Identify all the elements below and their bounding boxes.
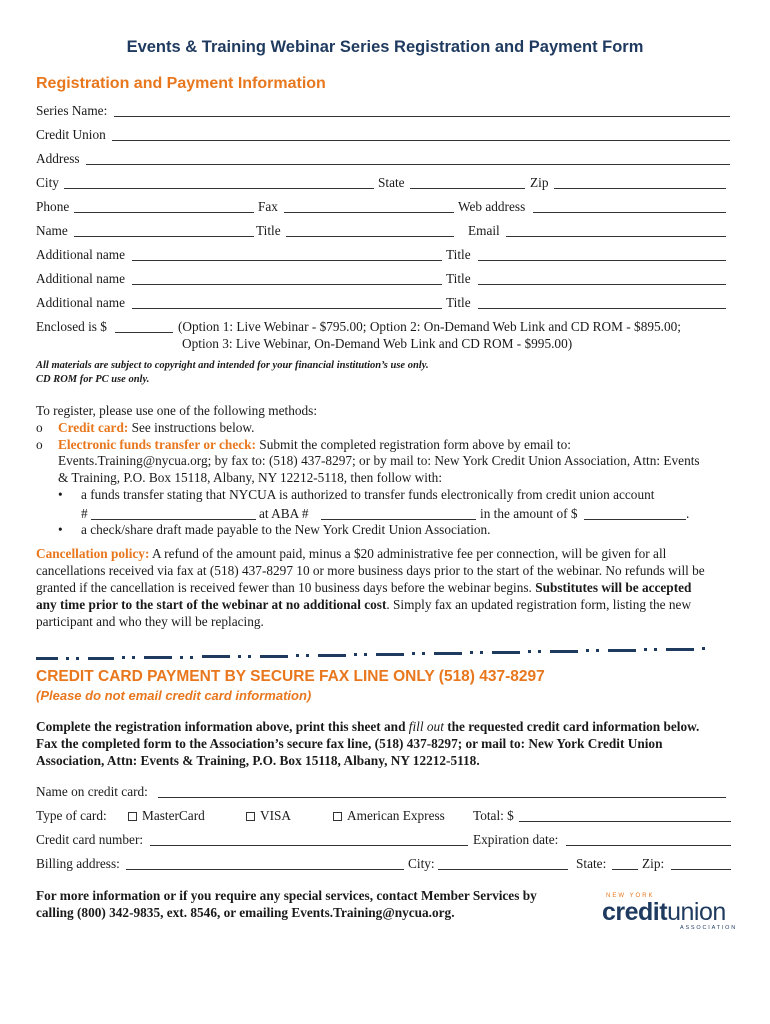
additional-name-row-2 xyxy=(36,270,730,288)
aba-label: at ABA # xyxy=(259,506,309,521)
cdrom-notice: CD ROM for PC use only. xyxy=(36,374,150,385)
city-label: City xyxy=(36,175,59,190)
bullet-dot: • xyxy=(58,522,63,537)
cancellation-line-1 xyxy=(36,546,736,563)
billing-state-label: State: xyxy=(576,856,607,871)
cancellation-line-3 xyxy=(36,580,736,597)
city-state-zip-row xyxy=(36,174,730,192)
funds-transfer-text: a funds transfer stating that NYCUA is authorized to transfer funds electronically from credit union account xyxy=(81,487,655,502)
zip-label: Zip xyxy=(530,175,549,190)
cancellation-line-5: participant and who they will be replacing. xyxy=(36,614,264,629)
address-field[interactable] xyxy=(86,164,730,165)
eft-line-2: Events.Training@nycua.org; by fax to: (518) 437-8297; or by mail to: New York Credit Union Association, Attn: Events xyxy=(58,453,700,468)
cc-instructions-1 xyxy=(36,719,736,736)
additional-name-field[interactable] xyxy=(132,308,442,309)
eft-method-text: Submit the completed registration form above by email to: xyxy=(255,437,571,452)
mastercard-label: MasterCard xyxy=(142,808,205,823)
bullet-o: o xyxy=(36,420,43,435)
options-line-1: (Option 1: Live Webinar - $795.00; Option 2: On-Demand Web Link and CD ROM - $895.00; xyxy=(178,319,681,334)
cc-instructions-2: Fax the completed form to the Association’s secure fax line, (518) 437-8297; or mail to: New York Credit Union xyxy=(36,736,663,751)
aba-number-field[interactable] xyxy=(321,519,476,520)
additional-title-field[interactable] xyxy=(478,260,726,261)
logo-credit: credit xyxy=(602,898,668,926)
options-line-2: Option 3: Live Webinar, On-Demand Web Link and CD ROM - $995.00) xyxy=(182,336,573,351)
cancellation-line-2: cancellations received via fax at (518) 437-8297 10 or more business days prior to the start of the webinar. No refunds will be xyxy=(36,563,705,578)
card-number-label: Credit card number: xyxy=(36,832,144,847)
visa-checkbox[interactable] xyxy=(246,812,255,821)
copyright-notice: All materials are subject to copyright and intended for your financial institution’s use only. xyxy=(36,360,429,371)
enclosed-label: Enclosed is $ xyxy=(36,319,107,334)
expiration-field[interactable] xyxy=(566,845,731,846)
substitutes-bold-2: any time prior to the start of the webinar at no additional cost xyxy=(36,597,387,612)
billing-city-field[interactable] xyxy=(438,869,568,870)
mastercard-option[interactable] xyxy=(128,807,205,825)
logo-union: union xyxy=(667,898,726,926)
phone-fax-web-row xyxy=(36,198,730,216)
state-label: State xyxy=(378,175,405,190)
method-eft-check xyxy=(36,437,736,454)
expiration-label: Expiration date: xyxy=(473,832,559,847)
eft-line-3: & Training, P.O. Box 15118, Albany, NY 12212-5118, then follow with: xyxy=(58,470,443,485)
additional-title-label: Title xyxy=(446,271,471,286)
amex-option[interactable] xyxy=(333,807,445,825)
footer-line-1: For more information or if you require any special services, contact Member Services by xyxy=(36,888,537,903)
logo-association: ASSOCIATION xyxy=(680,925,737,931)
cc-instr-1a: Complete the registration information above, print this sheet and xyxy=(36,719,409,734)
city-field[interactable] xyxy=(64,188,374,189)
sub-bullet-1 xyxy=(58,487,758,504)
billing-address-field[interactable] xyxy=(126,869,404,870)
transfer-amount-field[interactable] xyxy=(584,519,686,520)
card-type-label: Type of card: xyxy=(36,808,107,823)
cc-instr-1c: the requested credit card information below. xyxy=(443,719,700,734)
title-label: Title xyxy=(256,223,281,238)
series-name-field[interactable] xyxy=(114,116,730,117)
logo-wordmark xyxy=(602,898,726,926)
billing-city-label: City: xyxy=(408,856,435,871)
card-type-row xyxy=(36,807,730,825)
cancellation-label: Cancellation policy: xyxy=(36,546,150,561)
web-address-field[interactable] xyxy=(533,212,726,213)
mastercard-checkbox[interactable] xyxy=(128,812,137,821)
credit-union-logo xyxy=(600,893,740,933)
credit-card-method-text: See instructions below. xyxy=(128,420,255,435)
billing-zip-field[interactable] xyxy=(671,869,731,870)
cut-line-dashes xyxy=(36,647,705,660)
visa-option[interactable] xyxy=(246,807,291,825)
billing-state-field[interactable] xyxy=(612,869,638,870)
register-intro: To register, please use one of the following methods: xyxy=(36,403,318,418)
page-title: Events & Training Webinar Series Registration and Payment Form xyxy=(126,38,644,56)
amex-checkbox[interactable] xyxy=(333,812,342,821)
footer-line-2: calling (800) 342-9835, ext. 8546, or emailing Events.Training@nycua.org. xyxy=(36,905,455,920)
logo-new-york: NEW YORK xyxy=(606,893,655,899)
phone-label: Phone xyxy=(36,199,70,214)
title-field[interactable] xyxy=(286,236,454,237)
amex-label: American Express xyxy=(347,808,445,823)
amount-label: in the amount of $ xyxy=(480,506,578,521)
address-row xyxy=(36,150,730,168)
cancellation-text-3a: granted if the cancellation is received fewer than 10 business days before the webinar begins. xyxy=(36,580,536,595)
additional-title-label: Title xyxy=(446,247,471,262)
email-field[interactable] xyxy=(506,236,726,237)
bullet-o: o xyxy=(36,437,43,452)
sub-bullet-2 xyxy=(58,522,758,539)
account-number-field[interactable] xyxy=(91,519,256,520)
series-name-label: Series Name: xyxy=(36,103,108,118)
name-on-card-field[interactable] xyxy=(158,797,726,798)
bullet-dot: • xyxy=(58,487,63,502)
additional-name-label: Additional name xyxy=(36,247,125,262)
card-number-row xyxy=(36,831,730,849)
zip-field[interactable] xyxy=(554,188,726,189)
cancellation-text-4b: . Simply fax an updated registration form, listing the new xyxy=(386,597,692,612)
additional-name-field[interactable] xyxy=(132,284,442,285)
cc-instr-fill-out: fill out xyxy=(408,719,444,734)
total-label: Total: $ xyxy=(473,808,514,823)
cc-instructions-3: Association, Attn: Events & Training, P.O. Box 15118, Albany, NY 12212-5118. xyxy=(36,753,480,768)
cut-line-divider xyxy=(36,644,716,664)
additional-title-field[interactable] xyxy=(478,308,726,309)
additional-title-label: Title xyxy=(446,295,471,310)
credit-card-heading: CREDIT CARD PAYMENT BY SECURE FAX LINE ONLY (518) 437-8297 xyxy=(36,668,545,685)
eft-method-label: Electronic funds transfer or check: xyxy=(58,437,256,452)
name-on-card-row xyxy=(36,783,730,801)
billing-zip-label: Zip: xyxy=(642,856,665,871)
name-on-card-label: Name on credit card: xyxy=(36,784,148,799)
total-field[interactable] xyxy=(519,821,731,822)
cancellation-line-4 xyxy=(36,597,736,614)
amount-period: . xyxy=(686,506,690,521)
name-field[interactable] xyxy=(74,236,254,237)
check-text: a check/share draft made payable to the New York Credit Union Association. xyxy=(81,522,491,537)
credit-union-row xyxy=(36,126,730,144)
method-credit-card xyxy=(36,420,736,437)
credit-card-method-label: Credit card: xyxy=(58,420,129,435)
substitutes-bold: Substitutes will be accepted xyxy=(535,580,692,595)
additional-name-row-3 xyxy=(36,294,730,312)
series-name-row xyxy=(36,102,730,120)
section-title: Registration and Payment Information xyxy=(36,75,326,92)
billing-row xyxy=(36,855,730,873)
name-title-email-row xyxy=(36,222,730,240)
name-label: Name xyxy=(36,223,68,238)
additional-name-row-1 xyxy=(36,246,730,264)
billing-address-label: Billing address: xyxy=(36,856,120,871)
address-label: Address xyxy=(36,151,80,166)
additional-name-label: Additional name xyxy=(36,295,125,310)
visa-label: VISA xyxy=(260,808,292,823)
account-row xyxy=(81,505,691,523)
phone-field[interactable] xyxy=(74,212,254,213)
credit-union-label: Credit Union xyxy=(36,127,106,142)
email-label: Email xyxy=(468,223,500,238)
fax-field[interactable] xyxy=(284,212,454,213)
credit-union-field[interactable] xyxy=(112,140,730,141)
enclosed-amount-field[interactable] xyxy=(115,332,173,333)
cancellation-text-1: A refund of the amount paid, minus a $20 administrative fee per connection, will be given for all xyxy=(149,546,667,561)
state-field[interactable] xyxy=(410,188,525,189)
fax-label: Fax xyxy=(258,199,278,214)
card-number-field[interactable] xyxy=(150,845,468,846)
enclosed-row xyxy=(36,318,730,336)
additional-name-field[interactable] xyxy=(132,260,442,261)
web-address-label: Web address xyxy=(458,199,526,214)
credit-card-subheading: (Please do not email credit card information) xyxy=(36,688,312,703)
account-hash-label: # xyxy=(81,506,88,521)
additional-title-field[interactable] xyxy=(478,284,726,285)
additional-name-label: Additional name xyxy=(36,271,125,286)
